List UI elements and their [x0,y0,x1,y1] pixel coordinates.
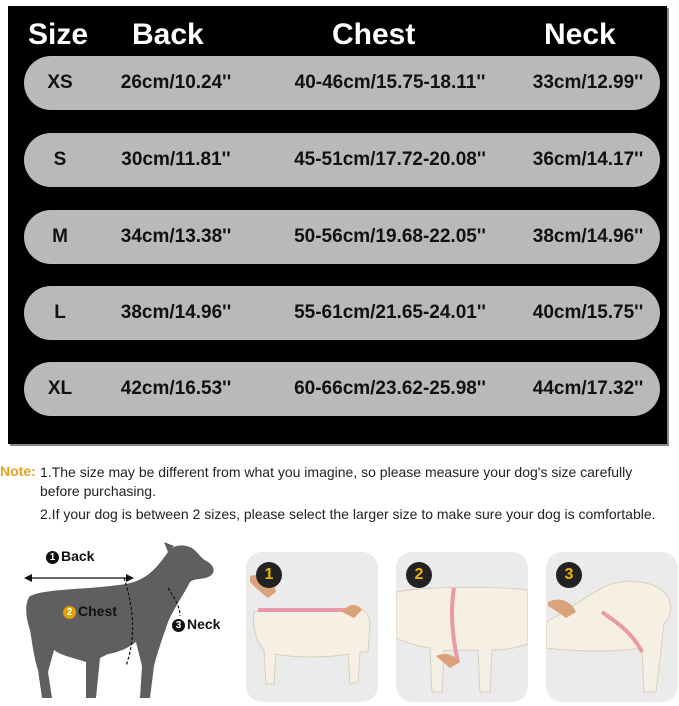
back-measure-label [46,548,94,564]
cell-size: XL [47,378,73,399]
note-line-1: 1.The size may be different from what you imagine, so please measure your dog's size carefully before purchasing. [40,464,633,499]
photo-measure-back [246,552,378,702]
cell-back: 38cm/14.96'' [120,302,232,323]
cell-chest: 50-56cm/19.68-22.05'' [294,226,486,247]
cell-back: 42cm/16.53'' [120,378,232,399]
cell-neck: 38cm/14.96'' [532,226,644,247]
size-row-xs [24,56,660,110]
back-number-badge: 1 [46,551,59,564]
neck-number-badge: 3 [172,619,185,632]
size-row-xl [24,362,660,416]
note-line-2: 2.If your dog is between 2 sizes, please select the larger size to make sure your dog is comfortable. [40,506,656,522]
cell-chest: 45-51cm/17.72-20.08'' [294,149,486,170]
chest-label-text: Chest [78,603,117,619]
cell-back: 34cm/13.38'' [120,226,232,247]
chest-measure-label [63,603,117,619]
step-badge-1: 1 [256,562,282,588]
cell-chest: 40-46cm/15.75-18.11'' [294,72,486,93]
size-chart-table [8,6,667,444]
cell-neck: 36cm/14.17'' [532,149,644,170]
neck-label-text: Neck [187,616,221,632]
header-chest: Chest [332,18,416,51]
note-label: Note: [0,463,36,479]
cell-size: L [54,302,66,323]
cell-size: M [52,226,68,247]
chest-number-badge: 2 [63,606,76,619]
header-size: Size [28,18,89,51]
size-row-s [24,133,660,187]
cell-neck: 40cm/15.75'' [532,302,644,323]
size-row-l [24,286,660,340]
cell-size: XS [47,72,73,93]
cell-back: 26cm/10.24'' [120,72,232,93]
cell-neck: 44cm/17.32'' [532,378,644,399]
photo-measure-neck [546,552,678,702]
header-neck: Neck [544,18,616,51]
measuring-diagram [0,530,679,705]
step-badge-2: 2 [406,562,432,588]
cell-size: S [53,149,67,170]
photo-measure-chest [396,552,528,702]
cell-chest: 55-61cm/21.65-24.01'' [294,302,486,323]
neck-measure-label [172,616,220,632]
cell-chest: 60-66cm/23.62-25.98'' [294,378,486,399]
header-back: Back [132,18,204,51]
back-label-text: Back [61,548,95,564]
cell-back: 30cm/11.81'' [121,149,231,170]
size-row-m [24,210,660,264]
step-badge-3: 3 [556,562,582,588]
cell-neck: 33cm/12.99'' [532,72,644,93]
